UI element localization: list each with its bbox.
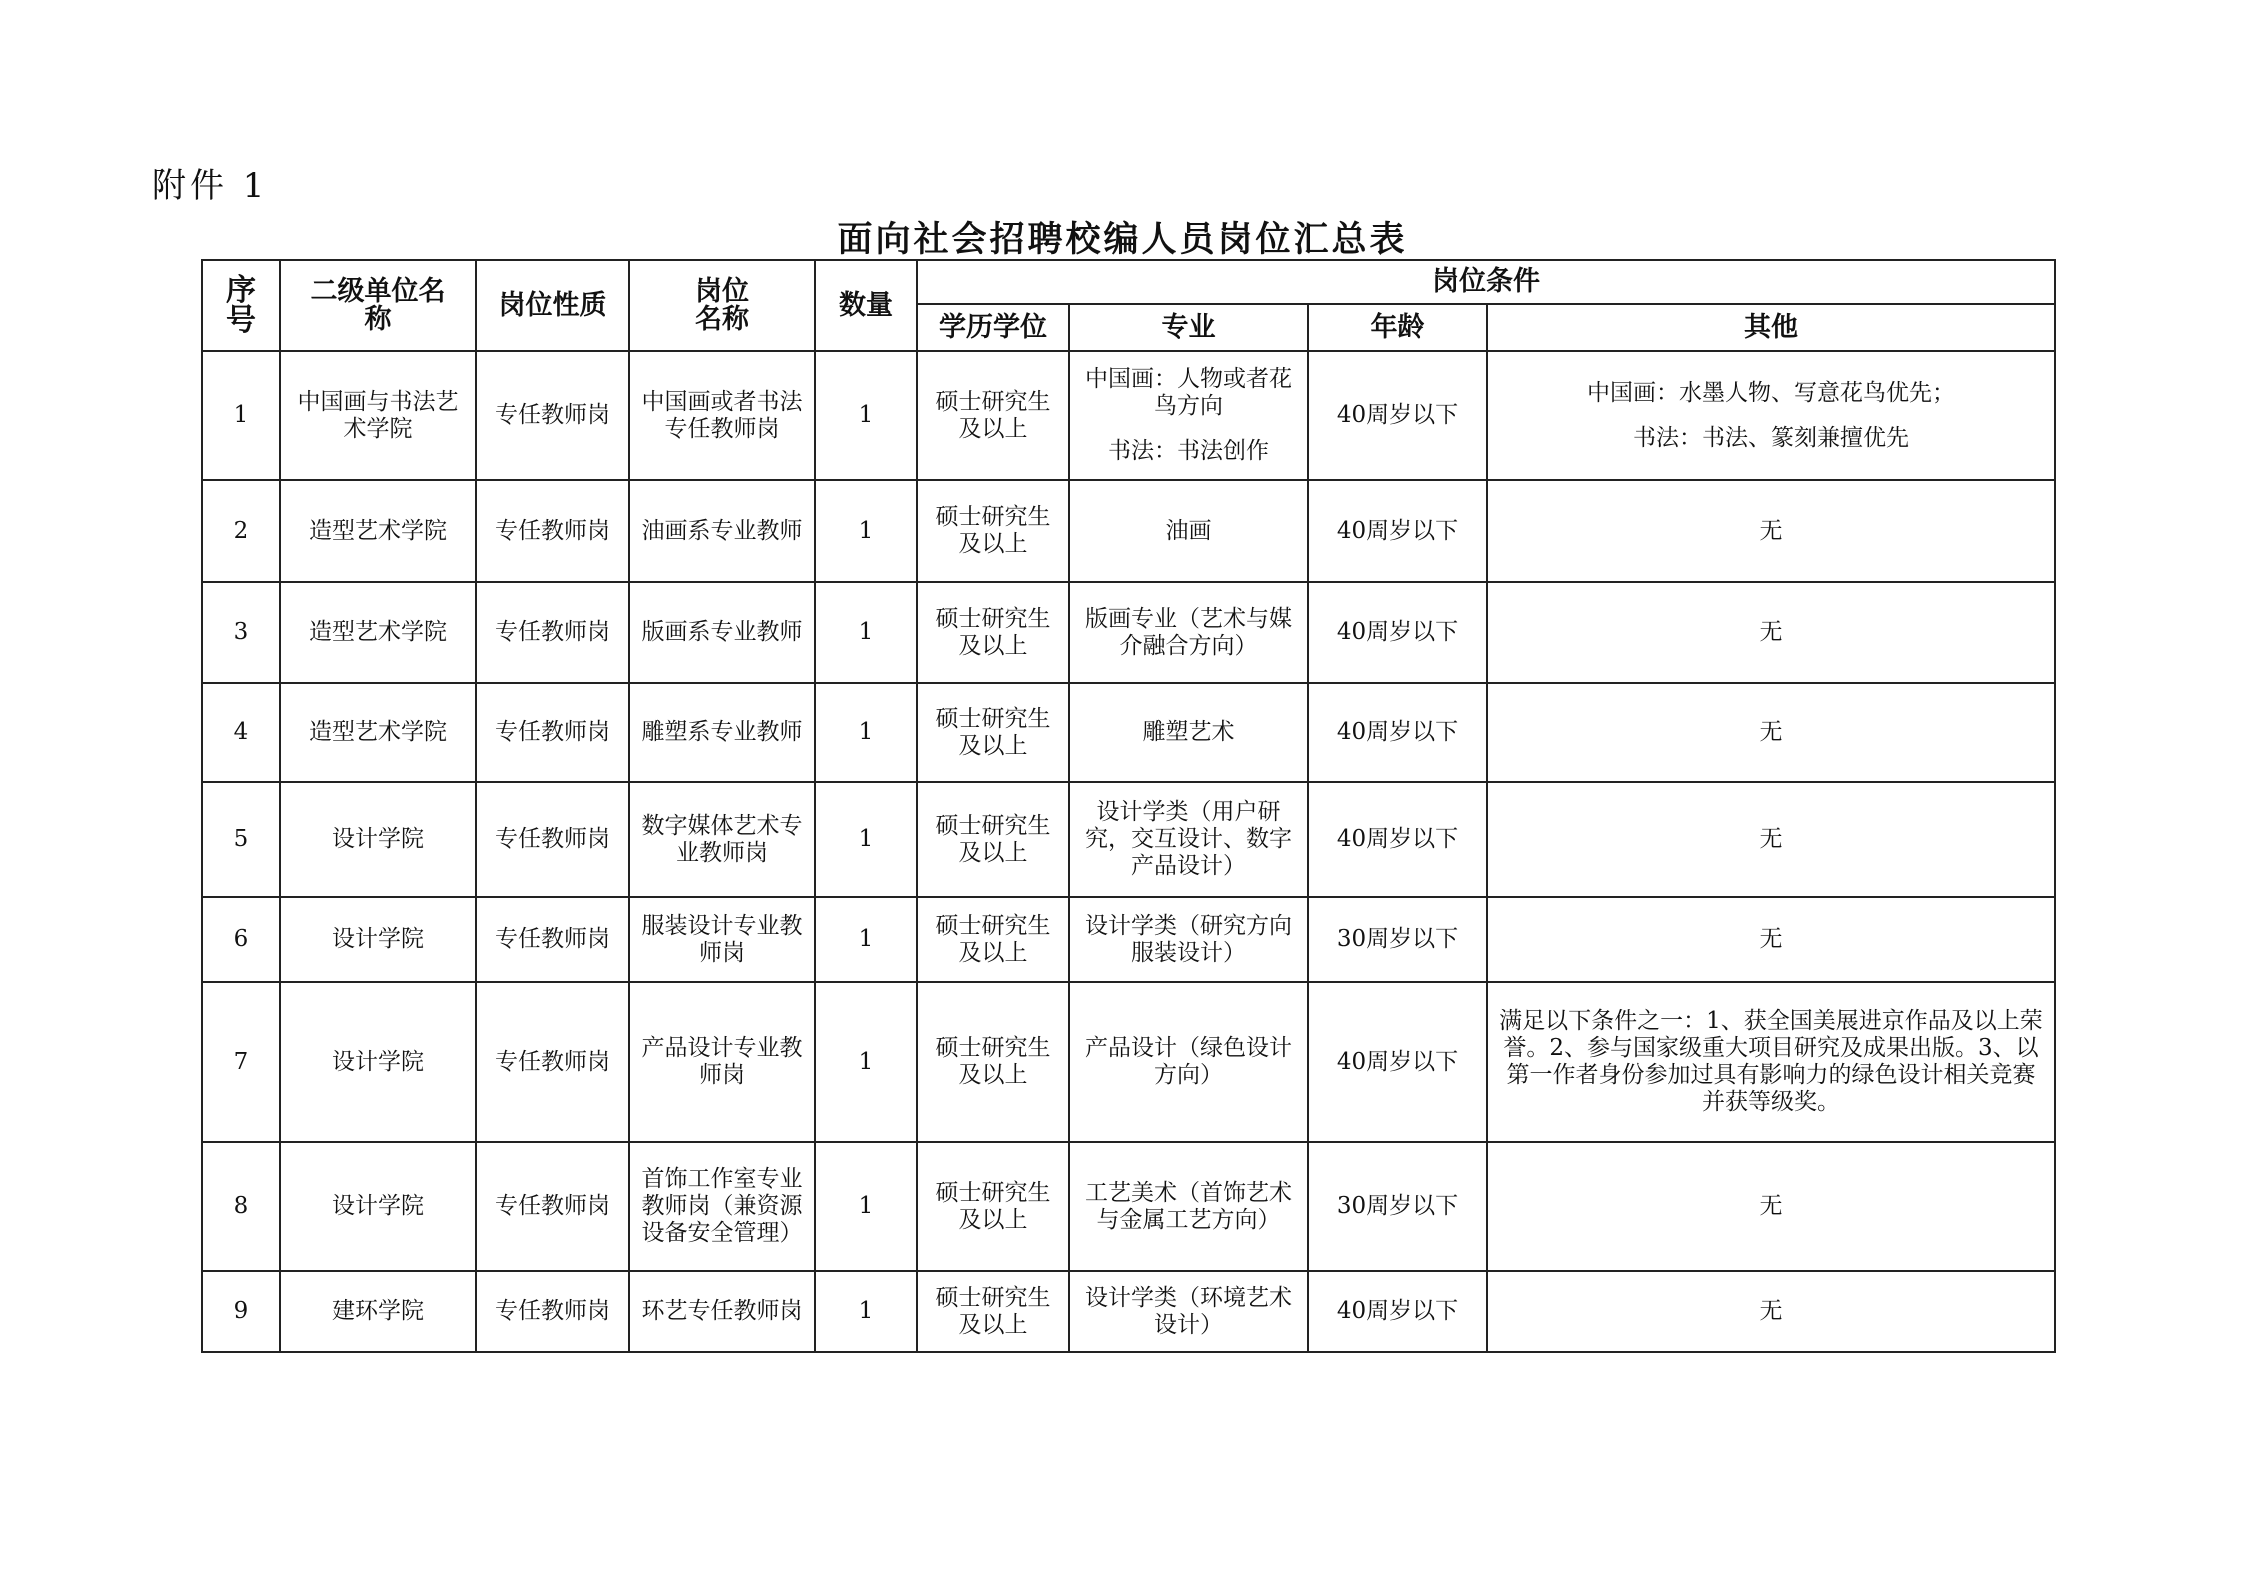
table-row	[202, 897, 2055, 982]
cell-count: 1	[815, 683, 917, 782]
cell-other: 无	[1487, 480, 2055, 582]
cell-nature: 专任教师岗	[476, 351, 629, 480]
cell-other-line-1: 中国画：水墨人物、写意花鸟优先；	[1587, 379, 1955, 406]
header-nature: 岗位性质	[476, 260, 629, 351]
cell-degree: 硕士研究生及以上	[917, 1142, 1069, 1271]
cell-degree: 硕士研究生及以上	[917, 982, 1069, 1142]
cell-post: 油画系专业教师	[629, 480, 815, 582]
cell-count: 1	[815, 982, 917, 1142]
cell-seq: 6	[202, 897, 280, 982]
cell-age: 30周岁以下	[1308, 1142, 1487, 1271]
cell-nature: 专任教师岗	[476, 982, 629, 1142]
cell-age: 40周岁以下	[1308, 582, 1487, 683]
cell-nature: 专任教师岗	[476, 897, 629, 982]
cell-post: 服装设计专业教师岗	[629, 897, 815, 982]
cell-post: 中国画或者书法专任教师岗	[629, 351, 815, 480]
cell-seq: 4	[202, 683, 280, 782]
cell-post: 首饰工作室专业教师岗（兼资源设备安全管理）	[629, 1142, 815, 1271]
cell-degree: 硕士研究生及以上	[917, 897, 1069, 982]
cell-count: 1	[815, 1142, 917, 1271]
cell-degree: 硕士研究生及以上	[917, 582, 1069, 683]
cell-age: 40周岁以下	[1308, 683, 1487, 782]
cell-major: 版画专业（艺术与媒介融合方向）	[1069, 582, 1308, 683]
cell-nature: 专任教师岗	[476, 1271, 629, 1352]
cell-age: 40周岁以下	[1308, 480, 1487, 582]
cell-nature: 专任教师岗	[476, 582, 629, 683]
document-title: 面向社会招聘校编人员岗位汇总表	[837, 219, 1408, 260]
cell-other: 无	[1487, 782, 2055, 897]
table-row	[202, 351, 2055, 480]
table-row	[202, 1271, 2055, 1352]
cell-seq: 2	[202, 480, 280, 582]
cell-major: 工艺美术（首饰艺术与金属工艺方向）	[1069, 1142, 1308, 1271]
cell-unit: 设计学院	[280, 782, 476, 897]
cell-degree: 硕士研究生及以上	[917, 782, 1069, 897]
cell-count: 1	[815, 351, 917, 480]
header-unit: 二级单位名称	[280, 260, 476, 351]
cell-unit: 设计学院	[280, 982, 476, 1142]
cell-post: 版画系专业教师	[629, 582, 815, 683]
header-other: 其他	[1487, 304, 2055, 351]
table-row	[202, 782, 2055, 897]
cell-other: 无	[1487, 1271, 2055, 1352]
cell-seq: 9	[202, 1271, 280, 1352]
cell-other: 无	[1487, 582, 2055, 683]
table-row	[202, 582, 2055, 683]
cell-seq: 8	[202, 1142, 280, 1271]
cell-age: 40周岁以下	[1308, 1271, 1487, 1352]
cell-major: 设计学类（用户研究，交互设计、数字产品设计）	[1069, 782, 1308, 897]
cell-age: 40周岁以下	[1308, 782, 1487, 897]
cell-seq: 5	[202, 782, 280, 897]
cell-unit: 中国画与书法艺术学院	[280, 351, 476, 480]
header-age: 年龄	[1308, 304, 1487, 351]
cell-count: 1	[815, 897, 917, 982]
cell-major-line-1: 中国画：人物或者花鸟方向	[1085, 366, 1292, 419]
cell-count: 1	[815, 582, 917, 683]
header-major: 专业	[1069, 304, 1308, 351]
positions-table	[201, 259, 2056, 1353]
cell-unit: 设计学院	[280, 1142, 476, 1271]
cell-count: 1	[815, 1271, 917, 1352]
cell-count: 1	[815, 480, 917, 582]
cell-age: 40周岁以下	[1308, 351, 1487, 480]
cell-other: 无	[1487, 897, 2055, 982]
header-seq: 序号	[202, 260, 280, 351]
cell-post: 产品设计专业教师岗	[629, 982, 815, 1142]
cell-unit: 造型艺术学院	[280, 480, 476, 582]
cell-nature: 专任教师岗	[476, 683, 629, 782]
cell-degree: 硕士研究生及以上	[917, 683, 1069, 782]
cell-other: 无	[1487, 683, 2055, 782]
cell-age: 30周岁以下	[1308, 897, 1487, 982]
table-row	[202, 982, 2055, 1142]
cell-post: 数字媒体艺术专业教师岗	[629, 782, 815, 897]
header-degree: 学历学位	[917, 304, 1069, 351]
cell-other: 满足以下条件之一：1、获全国美展进京作品及以上荣誉。2、参与国家级重大项目研究及成果出版。3、以第一作者身份参加过具有影响力的绿色设计相关竞赛并获等级奖。	[1487, 982, 2055, 1142]
cell-post: 雕塑系专业教师	[629, 683, 815, 782]
cell-post: 环艺专任教师岗	[629, 1271, 815, 1352]
cell-nature: 专任教师岗	[476, 782, 629, 897]
cell-major: 产品设计（绿色设计方向）	[1069, 982, 1308, 1142]
header-post-name: 岗位名称	[629, 260, 815, 351]
cell-major: 设计学类（环境艺术设计）	[1069, 1271, 1308, 1352]
cell-seq: 3	[202, 582, 280, 683]
cell-major-line-2: 书法：书法创作	[1108, 438, 1269, 464]
header-count: 数量	[815, 260, 917, 351]
header-row-1	[202, 260, 2055, 304]
table-row	[202, 1142, 2055, 1271]
header-conditions: 岗位条件	[917, 260, 2055, 304]
cell-unit: 造型艺术学院	[280, 582, 476, 683]
cell-degree: 硕士研究生及以上	[917, 1271, 1069, 1352]
cell-degree: 硕士研究生及以上	[917, 351, 1069, 480]
cell-seq: 7	[202, 982, 280, 1142]
cell-nature: 专任教师岗	[476, 1142, 629, 1271]
cell-unit: 设计学院	[280, 897, 476, 982]
cell-other	[1487, 351, 2055, 480]
cell-age: 40周岁以下	[1308, 982, 1487, 1142]
cell-major: 设计学类（研究方向服装设计）	[1069, 897, 1308, 982]
cell-major: 油画	[1069, 480, 1308, 582]
cell-major	[1069, 351, 1308, 480]
table-row	[202, 480, 2055, 582]
cell-unit: 建环学院	[280, 1271, 476, 1352]
attachment-label: 附件 1	[152, 166, 269, 206]
cell-unit: 造型艺术学院	[280, 683, 476, 782]
cell-count: 1	[815, 782, 917, 897]
cell-other-line-2: 书法：书法、篆刻兼擅优先	[1633, 424, 1909, 451]
cell-seq: 1	[202, 351, 280, 480]
table-row	[202, 683, 2055, 782]
cell-major: 雕塑艺术	[1069, 683, 1308, 782]
cell-nature: 专任教师岗	[476, 480, 629, 582]
cell-other: 无	[1487, 1142, 2055, 1271]
cell-degree: 硕士研究生及以上	[917, 480, 1069, 582]
